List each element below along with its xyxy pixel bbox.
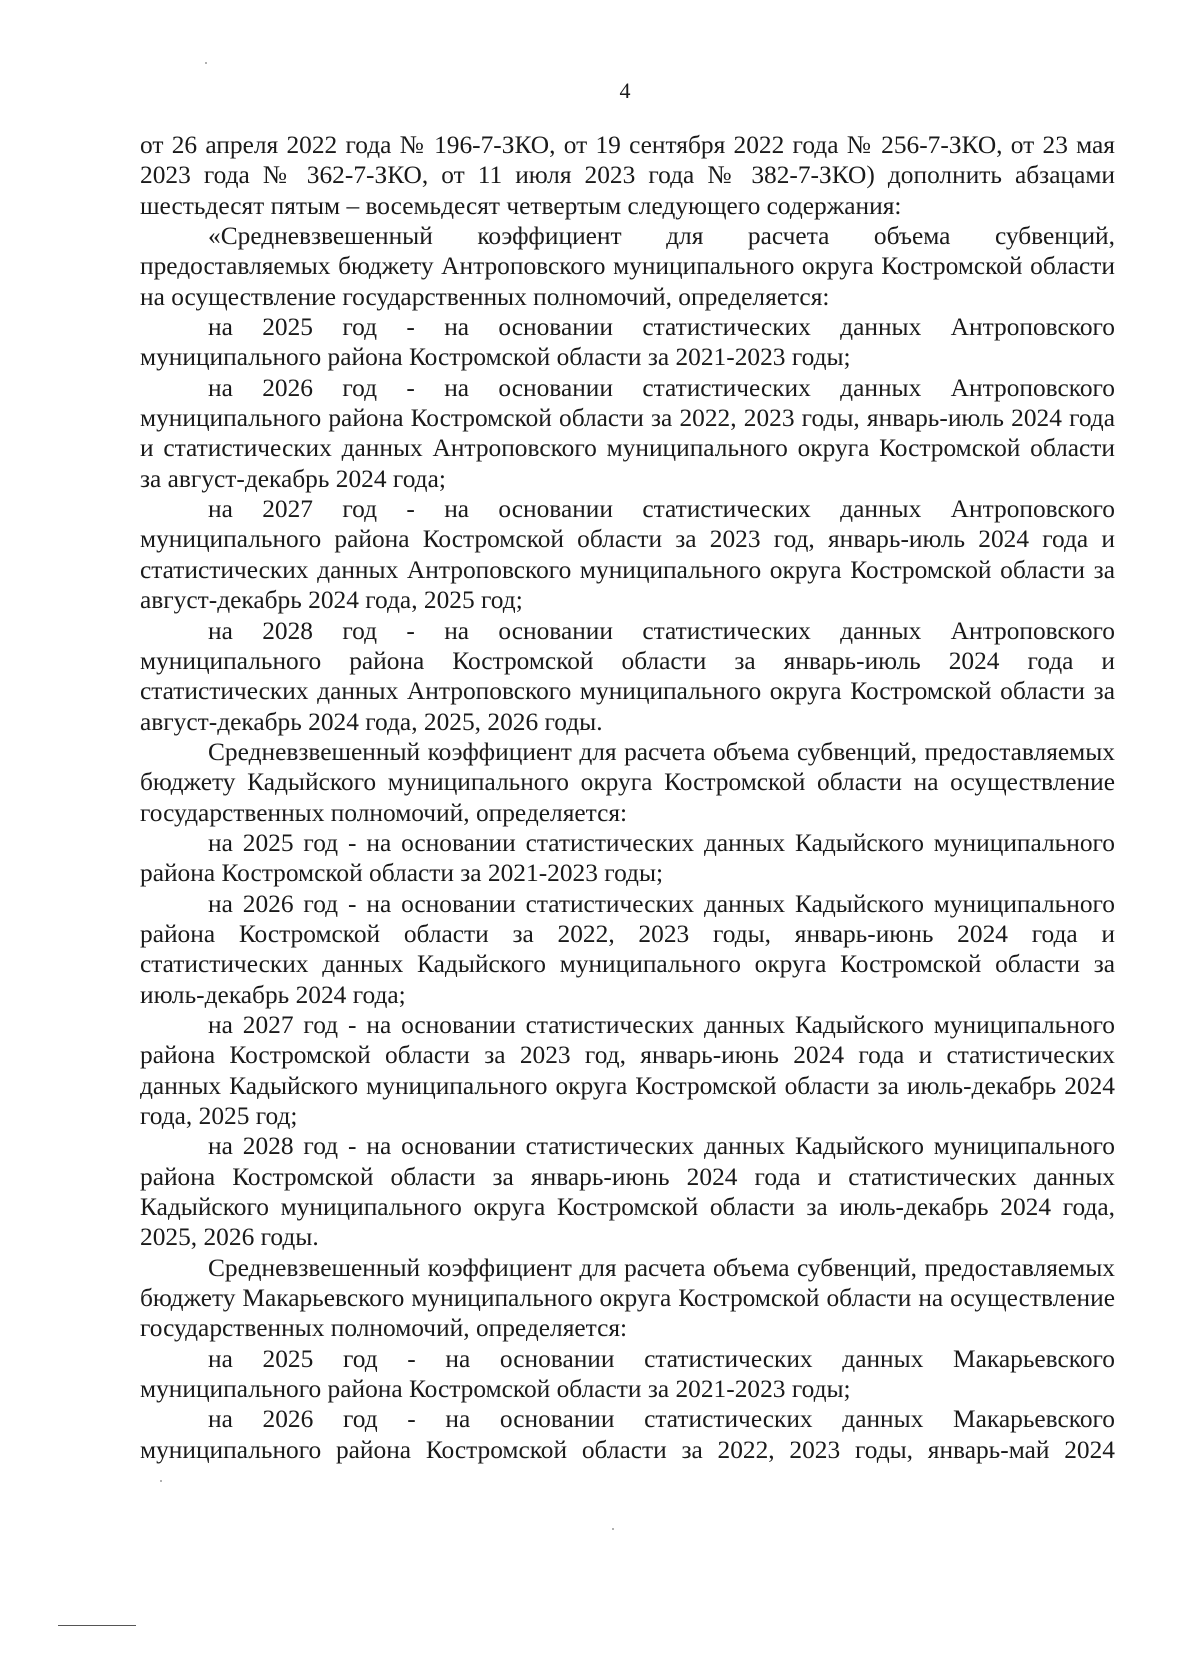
paragraph-kadyisky-2026: на 2026 год - на основании статистических данных Кадыйского муниципального района Костромской области за 2022, 2023 годы, январь-июнь 2024 года и статистических данных Кадыйского муниципального округа Костромской области за июль-декабрь 2024 года; [140,889,1115,1009]
footer-margin-rule [58,1625,136,1626]
paragraph-antropovsky-2028: на 2028 год - на основании статистических данных Антроповского муниципального района Костромской области за январь-июль 2024 года и статистических данных Антроповского муниципального округа Костромской области за август-декабрь 2024 года, 2025, 2026 годы. [140,616,1115,736]
paragraph-kadyisky-2027: на 2027 год - на основании статистических данных Кадыйского муниципального района Костромской области за 2023 год, январь-июнь 2024 года и статистических данных Кадыйского муниципального округа Костромской области за июль-декабрь 2024 года, 2025 год; [140,1010,1115,1130]
paragraph-antropovsky-2026: на 2026 год - на основании статистических данных Антроповского муниципального района Костромской области за 2022, 2023 годы, январь-июль 2024 года и статистических данных Антроповского муниципального округа Костромской области за август-декабрь 2024 года; [140,373,1115,493]
paragraph-kadyisky-heading: Средневзвешенный коэффициент для расчета объема субвенций, предоставляемых бюджету Кадыйского муниципального округа Костромской области на осуществление государственных полномочий, определяется: [140,737,1115,827]
paragraph-amendment-intro: от 26 апреля 2022 года № 196-7-ЗКО, от 19 сентября 2022 года № 256-7-ЗКО, от 23 мая 2023 года № 362-7-ЗКО, от 11 июля 2023 года № 382-7-ЗКО) дополнить абзацами шестьдесят пятым – восемьдесят четвертым следующего содержания: [140,131,1115,220]
paragraph-antropovsky-2025: на 2025 год - на основании статистических данных Антроповского муниципального района Костромской области за 2021-2023 годы; [140,313,1115,372]
paragraph-antropovsky-2027: на 2027 год - на основании статистических данных Антроповского муниципального района Костромской области за 2023 год, январь-июль 2024 года и статистических данных Антроповского муниципального округа Костромской области за август-декабрь 2024 года, 2025 год; [140,495,1115,615]
scan-speck [205,62,207,64]
paragraph-antropovsky-heading: «Средневзвешенный коэффициент для расчета объема субвенций, предоставляемых бюджету Антроповского муниципального округа Костромской области на осуществление государственных полномочий, определяется: [140,222,1115,311]
paragraph-makaryevsky-2025: на 2025 год - на основании статистических данных Макарьевского муниципального района Костромской области за 2021-2023 годы; [140,1344,1115,1404]
paragraph-kadyisky-2028: на 2028 год - на основании статистических данных Кадыйского муниципального района Костромской области за январь-июнь 2024 года и статистических данных Кадыйского муниципального округа Костромской области за июль-декабрь 2024 года, 2025, 2026 годы. [140,1132,1115,1252]
page-number: 4 [619,78,631,103]
paragraph-makaryevsky-2026: на 2026 год - на основании статистических данных Макарьевского муниципального района Костромской области за 2022, 2023 годы, январь-май 2024 [140,1405,1115,1464]
scan-speck [160,1480,162,1482]
document-body [140,130,1115,1465]
paragraph-kadyisky-2025: на 2025 год - на основании статистических данных Кадыйского муниципального района Костромской области за 2021-2023 годы; [140,828,1115,888]
scan-speck [612,1528,614,1530]
paragraph-makaryevsky-heading: Средневзвешенный коэффициент для расчета объема субвенций, предоставляемых бюджету Макарьевского муниципального округа Костромской области на осуществление государственных полномочий, определяется: [140,1253,1115,1343]
